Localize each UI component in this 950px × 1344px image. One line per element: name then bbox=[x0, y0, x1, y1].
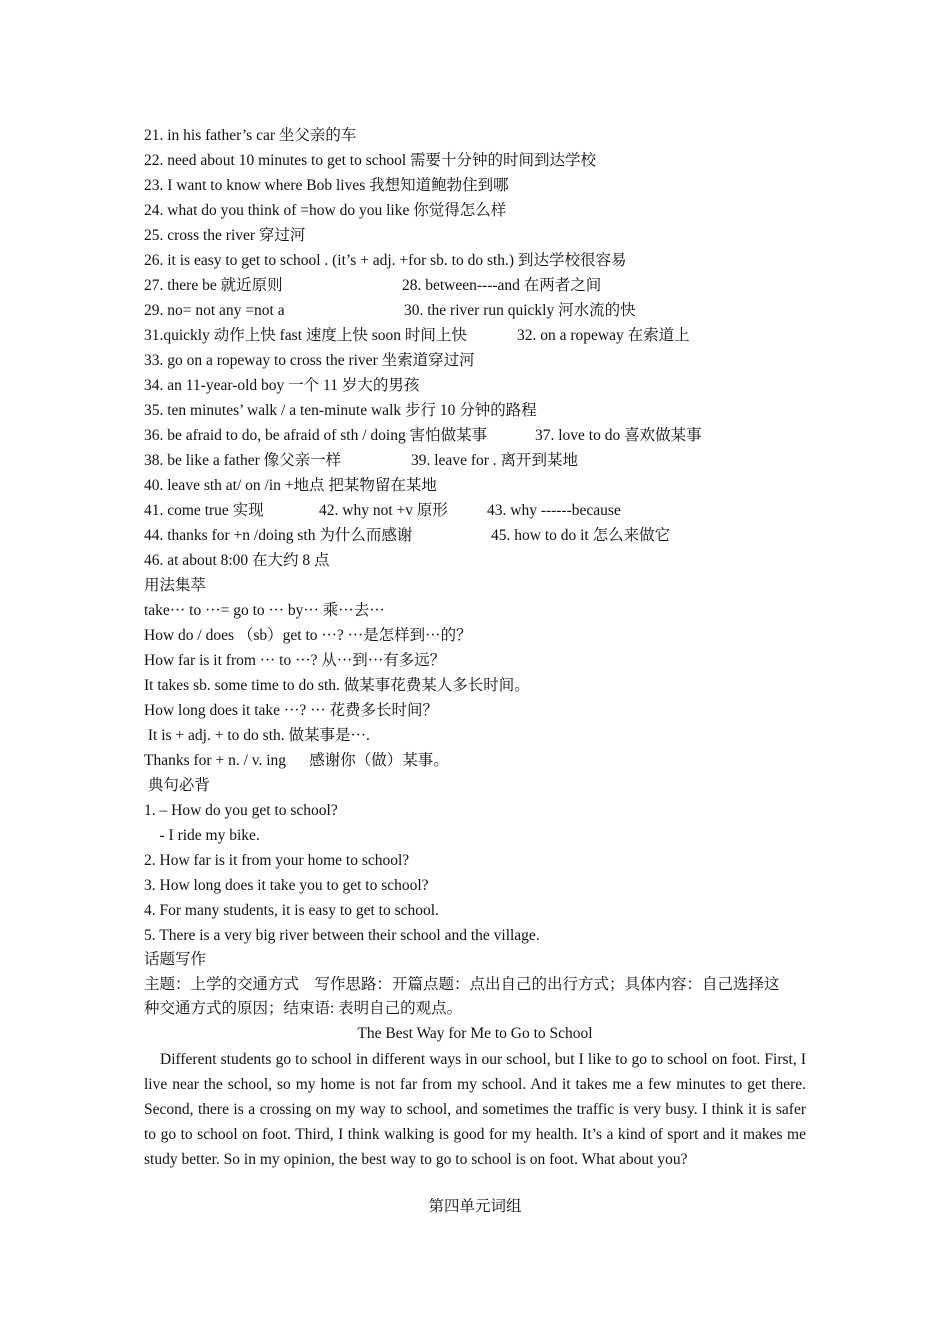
essay-title: The Best Way for Me to Go to School bbox=[357, 1025, 593, 1042]
sentence-item: 5. There is a very big river between their school and the village. bbox=[144, 927, 540, 944]
phrase-row-27 bbox=[144, 276, 808, 296]
usage-item: take··· to ···= go to ··· by··· 乘···去··· bbox=[144, 602, 385, 619]
sentence-item: 1. – How do you get to school? bbox=[144, 802, 338, 819]
sentence-item: 2. How far is it from your home to school? bbox=[144, 852, 410, 869]
phrase-23: 23. I want to know where Bob lives 我想知道鲍勃住到哪 bbox=[144, 177, 509, 194]
phrase-25: 25. cross the river 穿过河 bbox=[144, 227, 306, 244]
phrase-28: 28. between----and 在两者之间 bbox=[402, 277, 602, 294]
sentence-item: 3. How long does it take you to get to school? bbox=[144, 877, 429, 894]
phrase-24: 24. what do you think of =how do you like 你觉得怎么样 bbox=[144, 202, 507, 219]
usage-heading: 用法集萃 bbox=[144, 577, 207, 594]
phrase-36: 36. be afraid to do, be afraid of sth / doing 害怕做某事 bbox=[144, 427, 488, 444]
phrase-31: 31.quickly 动作上快 fast 速度上快 soon 时间上快 bbox=[144, 327, 467, 344]
phrase-44: 44. thanks for +n /doing sth 为什么而感谢 bbox=[144, 527, 413, 544]
sentences-heading: 典句必背 bbox=[144, 777, 210, 794]
phrase-35: 35. ten minutes’ walk / a ten-minute walk 步行 10 分钟的路程 bbox=[144, 402, 537, 419]
phrase-33: 33. go on a ropeway to cross the river 坐索道穿过河 bbox=[144, 352, 475, 369]
phrase-27: 27. there be 就近原则 bbox=[144, 277, 283, 294]
phrase-30: 30. the river run quickly 河水流的快 bbox=[404, 302, 636, 319]
usage-item: How far is it from ··· to ···? 从···到···有多远？ bbox=[144, 652, 446, 669]
phrase-46: 46. at about 8:00 在大约 8 点 bbox=[144, 552, 330, 569]
usage-item: How long does it take ···? ··· 花费多长时间？ bbox=[144, 702, 439, 719]
phrase-22: 22. need about 10 minutes to get to school 需要十分钟的时间到达学校 bbox=[144, 152, 597, 169]
phrase-row-44 bbox=[144, 526, 808, 546]
sentence-item: 4. For many students, it is easy to get to school. bbox=[144, 902, 439, 919]
phrase-32: 32. on a ropeway 在索道上 bbox=[517, 327, 690, 344]
phrase-38: 38. be like a father 像父亲一样 bbox=[144, 452, 342, 469]
writing-heading: 话题写作 bbox=[144, 951, 207, 968]
phrase-40: 40. leave sth at/ on /in +地点 把某物留在某地 bbox=[144, 477, 437, 494]
phrase-45: 45. how to do it 怎么来做它 bbox=[491, 527, 671, 544]
phrase-29: 29. no= not any =not a bbox=[144, 302, 285, 319]
phrase-row-31 bbox=[144, 326, 808, 346]
usage-item: It takes sb. some time to do sth. 做某事花费某人多长时间。 bbox=[144, 677, 530, 694]
phrase-row-29 bbox=[144, 301, 808, 321]
unit-heading: 第四单元词组 bbox=[428, 1198, 522, 1215]
phrase-39: 39. leave for . 离开到某地 bbox=[411, 452, 579, 469]
phrase-21: 21. in his father’s car 坐父亲的车 bbox=[144, 127, 357, 144]
usage-item: It is + adj. + to do sth. 做某事是···. bbox=[144, 727, 370, 744]
sentence-item: - I ride my bike. bbox=[144, 827, 260, 844]
essay-text: Different students go to school in different ways in our school, but I like to go to school on foot. First, I live near the school, so my home is not far from my school. And it takes me a few minutes to get there. Second, there is a crossing on my way to school, and sometimes the traffic is very busy. I think it is safer to go to school on foot. Third, I think walking is good for my health. It’s a kind of sport and it makes me study better. So in my opinion, the best way to go to school is on foot. What about you? bbox=[144, 1051, 806, 1168]
phrase-42: 42. why not +v 原形 bbox=[319, 502, 448, 519]
writing-guide-line: 种交通方式的原因；结束语: 表明自己的观点。 bbox=[144, 1000, 463, 1017]
phrase-row-41 bbox=[144, 501, 808, 521]
phrase-41: 41. come true 实现 bbox=[144, 502, 264, 519]
phrase-row-38 bbox=[144, 451, 808, 471]
phrase-row-36 bbox=[144, 426, 808, 446]
phrase-26: 26. it is easy to get to school . (it’s + adj. +for sb. to do sth.) 到达学校很容易 bbox=[144, 252, 627, 269]
writing-guide-line: 主题：上学的交通方式 写作思路：开篇点题：点出自己的出行方式；具体内容：自己选择这 bbox=[144, 976, 780, 993]
usage-item: Thanks for + n. / v. ing 感谢你（做）某事。 bbox=[144, 752, 449, 769]
phrase-43: 43. why ------because bbox=[487, 502, 621, 519]
essay-body bbox=[144, 1047, 806, 1172]
usage-item: How do / does （sb）get to ···? ···是怎样到···的？ bbox=[144, 627, 472, 644]
phrase-37: 37. love to do 喜欢做某事 bbox=[535, 427, 702, 444]
phrase-34: 34. an 11-year-old boy 一个 11 岁大的男孩 bbox=[144, 377, 420, 394]
